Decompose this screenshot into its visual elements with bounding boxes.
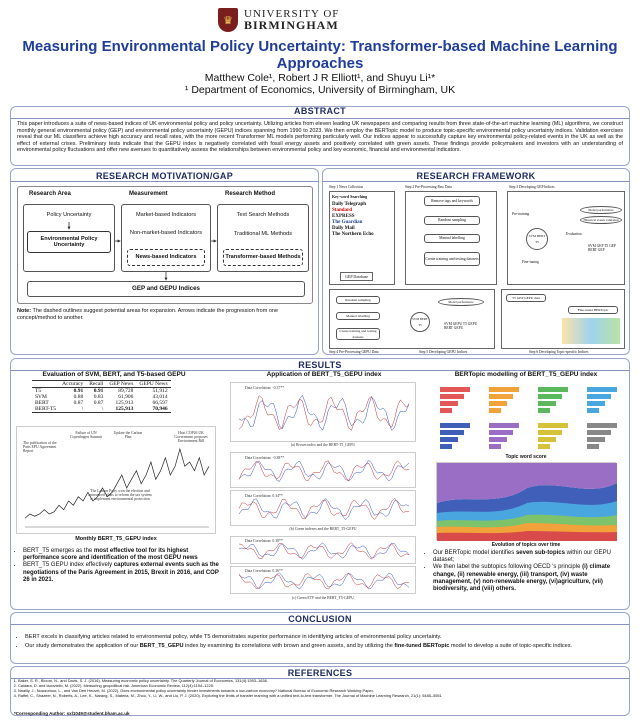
col-research-area: Research Area bbox=[29, 191, 71, 197]
application-title: Application of BERT_T5_GEPU index bbox=[266, 371, 382, 378]
step3-box bbox=[507, 191, 625, 285]
p-random-sampling: Random sampling bbox=[424, 216, 480, 225]
abstract-box bbox=[10, 106, 630, 166]
p-manual-labelling: Manual labelling bbox=[424, 234, 480, 243]
p-remove-tags: Remove tags and keywords bbox=[424, 196, 480, 206]
corresponding-author: *Corresponding Author: sxl1049@student.bham.ac.uk bbox=[14, 711, 130, 716]
chart-caption: Monthly BERT_T5_GEPU index bbox=[75, 536, 157, 542]
paper-standard: Standard bbox=[332, 208, 353, 213]
topic-bar bbox=[587, 401, 605, 406]
topic-bar bbox=[440, 430, 464, 435]
topic-bar bbox=[489, 408, 501, 413]
topic-bar bbox=[440, 444, 452, 449]
framework-heading: RESEARCH FRAMEWORK bbox=[323, 171, 629, 182]
col-measurement: Measurement bbox=[129, 191, 168, 197]
gepu-data: T5 GEP GEPU data bbox=[506, 294, 546, 302]
motivation-note: Note: The dashed outlines suggest potential areas for expansion. Arrows indicate the progression from one concept/method to another. bbox=[17, 308, 278, 321]
p-create-datasets: Create training and testing datasets bbox=[424, 252, 480, 266]
step1-box bbox=[329, 191, 395, 285]
topic-bar bbox=[440, 423, 470, 428]
topic-title: BERTopic modelling of BERT_T5_GEPU index bbox=[454, 371, 598, 378]
topic-bar bbox=[538, 430, 562, 435]
measure-nonmarket: Non-market-based Indicators bbox=[125, 225, 207, 241]
model-circle: SVM BERT T5 bbox=[526, 228, 548, 250]
paper-express: EXPRESS bbox=[332, 214, 355, 219]
paper-mail: Daily Mail bbox=[332, 226, 355, 231]
conclusion-list bbox=[18, 634, 618, 652]
step4-label: Step 4 Pre-Processing GEPU Data bbox=[329, 350, 379, 354]
poster-title: Measuring Environmental Policy Uncertainty: Transformer-based Machine Learning Approaches bbox=[22, 38, 618, 72]
topic-bar bbox=[538, 408, 550, 413]
step2-label: Step 2 Pre-Processing Raw Data bbox=[405, 185, 452, 189]
results-table bbox=[32, 380, 171, 413]
topic-bar bbox=[587, 444, 599, 449]
reference-item: 2. Caldara, D. and Iacoviello, M. (2022). Measuring geopolitical risk. American Economic Review, 112(4):1194–1225. bbox=[18, 683, 618, 688]
mini-series-line bbox=[239, 543, 409, 560]
table-title: Evaluation of SVM, BERT, and T5-based GEPU bbox=[42, 371, 186, 378]
references-list bbox=[18, 678, 618, 698]
mini-series-line bbox=[239, 543, 409, 560]
bullet: • We then label the subtopics following OECD 's principle (i) climate change, (ii) renewable energy, (iii) transport, (iv) waste management, (v) non-renewable energy, (vi)agriculture, (vii) biodiversity, and (viii) others. bbox=[433, 564, 624, 593]
topic-bar bbox=[538, 394, 562, 399]
corr-label: Data Correlation: -0.37** bbox=[245, 386, 285, 390]
model-performance: Model performance bbox=[580, 206, 622, 214]
reference-item: 3. Noailly, J., Nowzohour, L., and Van Den Heuvel, M. (2022). Does environmental policy uncertainty hinder investments towards a low-carbon economy? National Bureau of Economic Research Working Paper. bbox=[18, 688, 618, 693]
area-epu: Environmental Policy Uncertainty bbox=[27, 231, 111, 253]
topic-bar bbox=[587, 394, 611, 399]
framework-box bbox=[322, 168, 630, 355]
measure-market: Market-based Indicators bbox=[125, 207, 207, 223]
motivation-arrows bbox=[11, 169, 320, 356]
table-row: T5 0.91 0.91 89,728 51,912 bbox=[35, 388, 168, 394]
uni-line1: UNIVERSITY OF bbox=[244, 8, 340, 20]
university-logo bbox=[218, 5, 428, 35]
corr-label: Data Correlation: 0.34** bbox=[245, 494, 283, 498]
topic-evolution bbox=[436, 462, 616, 540]
gep-gepu-indices: GEP and GEPU Indices bbox=[27, 281, 305, 297]
framework-diagram bbox=[329, 185, 625, 353]
p4-random: Random sampling bbox=[336, 296, 380, 304]
keyword-search: Key-word Searching bbox=[332, 194, 368, 199]
results-heading: RESULTS bbox=[11, 360, 629, 371]
topic-bar bbox=[440, 408, 452, 413]
reference-item: 1. Baker, S. R., Bloom, N., and Davis, S. J. (2016). Measuring economic policy uncertainty. The Quarterly Journal of Economics, 131(4):1593–1636. bbox=[18, 678, 618, 683]
topic-bar bbox=[440, 401, 458, 406]
mini-series-line bbox=[239, 396, 409, 431]
topic-bar bbox=[538, 437, 556, 442]
gepu-indices-list: SVM GEPU T5 GEPU BERT GEPU bbox=[444, 322, 478, 330]
topic-bars-svg bbox=[428, 381, 624, 453]
topic-bar bbox=[538, 423, 568, 428]
topic-bar bbox=[489, 394, 513, 399]
motivation-heading: RESEARCH MOTIVATION/GAP bbox=[11, 171, 318, 182]
pretrain-label: Pre-training bbox=[512, 212, 530, 216]
mini-series-line bbox=[239, 573, 409, 589]
topic-bar bbox=[489, 387, 519, 392]
p4-manual: Manual labelling bbox=[336, 312, 380, 320]
step4-5-box bbox=[329, 289, 495, 349]
evolution-svg bbox=[437, 463, 617, 541]
fine-tuned-bertopic: Fine-tuned BERTopic bbox=[568, 306, 618, 314]
references-heading: REFERENCES bbox=[11, 668, 629, 679]
p4-datasets: Create training and testing datasets bbox=[336, 328, 380, 340]
topic-bar bbox=[489, 437, 507, 442]
bullet: • Our BERTopic model identifies seven sub-topics within our GEPU dataset; bbox=[433, 550, 624, 564]
step6-box bbox=[501, 289, 625, 349]
authors: Matthew Cole¹, Robert J R Elliott¹, and Shuyu Li¹* bbox=[204, 72, 436, 84]
table-row: BERT 0.87 0.87 125,913 66,597 bbox=[35, 400, 168, 406]
table-row: BERT-T5 \ \ 125,913 70,946 bbox=[32, 406, 171, 413]
crest-icon: ♛ bbox=[218, 8, 238, 32]
method-text-search: Text Search Methods bbox=[221, 207, 305, 223]
model-circle-2: SVM BERT T5 bbox=[410, 312, 430, 332]
mini-series-line bbox=[239, 498, 409, 519]
annotation: Failure of UN Copenhagen Summit bbox=[70, 431, 102, 439]
topic-bar bbox=[587, 423, 617, 428]
bullet: • BERT_T5 emerges as the most effective tool for its highest performance score and identification of the most GEPU news bbox=[23, 548, 221, 562]
event-validation: Historical events validation bbox=[580, 216, 622, 224]
topic-bar bbox=[538, 401, 556, 406]
topic-bars bbox=[428, 381, 624, 453]
step5-label: Step 5 Developing GEPU Indices bbox=[419, 350, 468, 354]
department: ¹ Department of Economics, University of Birmingham, UK bbox=[184, 84, 456, 96]
caption-b: (b) Green indexes and the BERT_T5-GEPU bbox=[289, 527, 357, 531]
topic-bar bbox=[489, 423, 519, 428]
topic-bar bbox=[489, 444, 501, 449]
app-panel-b2 bbox=[230, 490, 416, 526]
gepu-series-line bbox=[25, 449, 209, 518]
topic-bar bbox=[440, 437, 458, 442]
annotation: Host COP26 UK Government proposes Environment Bill bbox=[174, 431, 208, 443]
corr-label: Data Correlation: 0.36** bbox=[245, 569, 283, 573]
evaluation-label: Evaluation bbox=[566, 232, 582, 236]
gep-database: GEP Database bbox=[340, 272, 373, 281]
app-panel-c1 bbox=[230, 536, 416, 564]
app-panel-b1 bbox=[230, 452, 416, 488]
app-panel-a bbox=[230, 382, 416, 442]
table-row: SVM 0.88 0.83 61,906 43,014 bbox=[35, 394, 168, 400]
area-policy-uncertainty: Policy Uncertainty bbox=[27, 209, 111, 221]
topic-bar bbox=[538, 387, 568, 392]
annotation: The Labour Party won the election and announced plans to reform the tax system to implement environmental protection bbox=[88, 489, 152, 501]
mini-series-line bbox=[239, 573, 409, 589]
method-traditional-ml: Traditional ML Methods bbox=[221, 226, 305, 242]
conclusion-heading: CONCLUSION bbox=[11, 614, 629, 625]
caption-c: (c) Green ETF and the BERT_T5-GEPU bbox=[292, 596, 354, 600]
topic-bar bbox=[489, 430, 513, 435]
method-transformer: Transformer-based Methods bbox=[223, 249, 303, 266]
app-panel-c2 bbox=[230, 566, 416, 594]
word-score-title: Topic word score bbox=[505, 454, 547, 460]
table-header-row: Accuracy Recall GEP News GEPU News bbox=[32, 381, 171, 388]
step2-box bbox=[405, 191, 497, 285]
corr-label: Data Correlation: 0.38** bbox=[245, 539, 283, 543]
col-method: Research Method bbox=[225, 191, 276, 197]
step3-label: Step 3 Developing GEP Indices bbox=[509, 185, 555, 189]
topic-bar bbox=[440, 394, 464, 399]
topic-bar bbox=[489, 401, 507, 406]
annotation: Update the Carbon Plan bbox=[113, 431, 143, 439]
model-performance-2: Model performance bbox=[438, 298, 484, 306]
gep-indices-list: SVM GEP T5 GEP BERT GEP bbox=[588, 244, 616, 252]
topic-bar bbox=[587, 408, 599, 413]
motivation-box bbox=[10, 168, 319, 355]
mini-series-line bbox=[239, 460, 409, 481]
measure-news: News-based Indicators bbox=[127, 249, 205, 266]
mini-series-line bbox=[239, 395, 409, 430]
topic-bar bbox=[587, 437, 605, 442]
abstract-text: This paper introduces a suite of news-based indices of UK environmental policy and policy uncertainty. Utilizing articles from eleven leading UK newspapers and comparing results from three state-of-the-art machine learning (ML) algorithms, we construct monthly general environmental policy (GEP) and environmental policy uncertainty (GEPU) indices spanning from 1990 to 2023. We then employ the BERTopic model to produce topic-specific environmental policy uncertainty indices. Validation exercises reveal that our ML classifiers achieve high accuracy and recall rates, with the more recent Transformer ML models performing particularly well. Our indices appear to successfully capture key environmental policy-related events in the UK as well as the effect of external crises. Preliminary tests indicate that the GEPU index is negatively correlated with fossil energy assets and positively correlated with green assets. These findings provide policymakers and investors with an understanding of environmental policy fluctuations and offer new avenues to quantitatively assess the relationships between environmental policy and key economic, financial and environmental indicators. bbox=[17, 121, 623, 153]
paper-telegraph: Daily Telegraph bbox=[332, 202, 367, 207]
evolution-title: Evolution of topics over time bbox=[491, 542, 561, 548]
application-panels bbox=[228, 380, 418, 606]
topic-bar bbox=[587, 430, 611, 435]
conclusion-item: • Our study demonstrates the application of our BERT_T5_GEPU index by examining its correlations with brown and green assets, and by utilizing the fine-tuned BERTopic model to develop a suite of topic-specific indices. bbox=[25, 643, 618, 650]
topic-graphic bbox=[562, 318, 620, 344]
topic-bar bbox=[538, 444, 550, 449]
uni-line2: BIRMINGHAM bbox=[244, 18, 339, 32]
abstract-heading: ABSTRACT bbox=[11, 108, 629, 119]
fine-tuning-label: Fine-tuning bbox=[522, 260, 539, 264]
reference-item: 4. Raffel, C., Shazeer, N., Roberts, A., Lee, K., Narang, S., Matena, M., Zhou, Y., Li, W., and Liu, P. J. (2020). Exploring the limits of transfer learning with a unified text-to-text transformer. The Journal of Machine Learning Research, 21(1): 5485–5551 bbox=[18, 693, 618, 698]
gepu-chart bbox=[16, 426, 216, 534]
bullet: • BERT_T5 GEPU index effectively captures external events such as the negotiations of the Paris Agreement in 2015, Brexit in 2016, and COP 26 in 2021. bbox=[23, 562, 221, 584]
step1-label: Step 1 News Collection bbox=[329, 185, 364, 189]
paper-echo: The Northern Echo bbox=[332, 232, 374, 237]
topic-bar bbox=[587, 387, 617, 392]
caption-a: (a) Brown index and the BERT-T5_GEPU bbox=[290, 443, 356, 447]
conclusion-item: • BERT excels in classifying articles related to environmental policy, while T5 demonstrates superior performance in identifying articles of environmental policy uncertainty. bbox=[25, 634, 618, 641]
table-bullets bbox=[16, 548, 221, 584]
paper-guardian: The Guardian bbox=[332, 220, 363, 225]
topic-bar bbox=[440, 387, 470, 392]
annotation: The publication of the Paris EPU Agreement Report bbox=[23, 441, 57, 453]
corr-label: Data Correlation: -0.38** bbox=[245, 456, 285, 460]
topic-bullets bbox=[426, 550, 624, 593]
step6-label: Step 6 Developing Topic-specific Indices bbox=[529, 350, 589, 354]
